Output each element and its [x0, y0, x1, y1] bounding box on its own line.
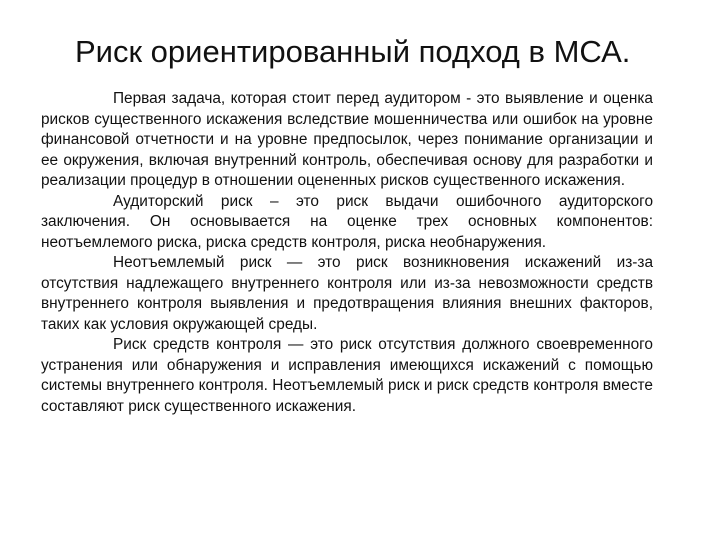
slide-title: Риск ориентированный подход в МСА. [75, 34, 631, 69]
slide-body [41, 89, 653, 417]
paragraph-control-risk: Риск средств контроля — это риск отсутствия должного своевременного устранения или обнаружения и исправления имеющихся искажений с помощью системы внутреннего контроля. Неотъемлемый риск и риск средств контроля вместе составляют риск существенного искажения. [41, 336, 653, 415]
paragraph-identification-of-risks: Первая задача, которая стоит перед аудитором - это выявление и оценка рисков существенного искажения вследствие мошенничества или ошибок на уровне финансовой отчетности и на уровне предпосылок, через понимание организации и ее окружения, включая внутренний контроль, обеспечивая основу для разработки и реализации процедур в отношении оцененных рисков существенного искажения. [41, 90, 653, 189]
paragraph-audit-risk: Аудиторский риск – это риск выдачи ошибочного аудиторского заключения. Он основывается на оценке трех основных компонентов: неотъемлемого риска, риска средств контроля, риска необнаружения. [41, 192, 653, 251]
paragraph-inherent-risk: Неотъемлемый риск — это риск возникновения искажений из-за отсутствия надлежащего внутреннего контроля или из-за невозможности средств внутреннего контроля выявления и предотвращения влияния внешних факторов, таких как условия окружающей среды. [41, 254, 653, 333]
